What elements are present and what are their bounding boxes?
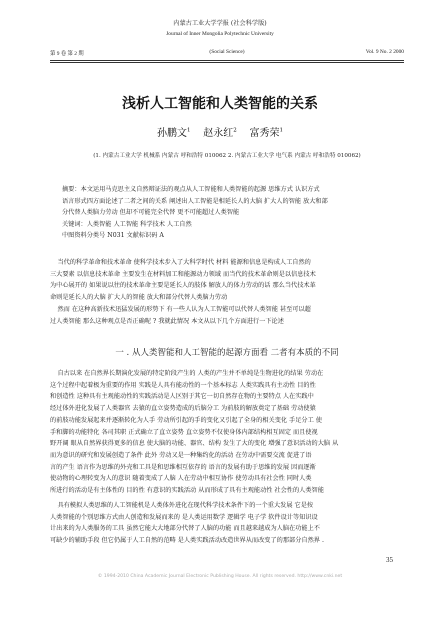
edition-en: (Social Science) [209, 49, 245, 55]
body-line: 然而 在这种高新技术迅猛发展的形势下 有一些人认为人工智能可以代替人类智能 甚至可以超 [57, 305, 311, 313]
volume-en: Vol. 9 No. 2 2000 [365, 49, 404, 55]
body-line: 当代的科学革命和技术革命 使科学技术步入了大科学时代 材料 能源和信息是构成人工自然的 [57, 259, 311, 266]
body-line: 使动物的心理转变为人的意识 随着变成了人脑 人在劳动中相互协作 使劳动具有社会性 同时人类 [50, 475, 312, 483]
author-affiliation: (1. 内蒙古工业大学 机械系 内蒙古 呼和浩特 010062 2. 内蒙古工业大学 电气系 内蒙古 呼和浩特 010062) [93, 153, 361, 159]
classification-line: 中图资料分类号 N031 文献标识码 A [62, 232, 164, 240]
body-line: 三大要素 以信息技术革命 主要发生在材料加工和能源动力领域 而当代的技术革命则是以信息技术 [50, 270, 316, 278]
body-line: 所进行的活动是有主体性的 目的性 有意识的实践活动 从而形成了具有主观能动性 社会性的人类智能 [50, 487, 324, 495]
body-line: 手和脚的功能特化 各司其职 正式确立了直立姿势 直立姿势不仅使身体内部结构相互固定 而且使视 [50, 428, 318, 436]
abstract-line: 分代替人类脑力劳动 但却不可能完全代替 更不可能超过人类智能 [62, 209, 240, 217]
author-name: 孙鹏文 [157, 128, 188, 139]
copyright-footer: © 1994-2010 China Academic Journal Electronic Publishing House. All rights reserved. http://www.cnki.net [97, 574, 343, 579]
author-affil-mark: 1 [187, 127, 191, 134]
section-heading: 一 . 从人类智能和人工智能的起源方面看 二者有本质的不同 [115, 348, 339, 358]
body-line: 人类智能的个别思维方式由人创造和发展而来的 是人类运用数学 逻辑学 电子学 软件设计等知识设 [50, 513, 318, 521]
intro-paragraph [50, 257, 404, 327]
body-line: 自古以来 在自然界长期演化发展的特定阶段产生的 人类的产生并不单纯是生物进化的结果 劳动在 [57, 370, 324, 377]
abstract-line: 摘要：本文运用马克思主义自然辩证法的观点从人工智能和人类智能的起源 思维方式 认识方式 [62, 186, 320, 193]
section-paragraph-1 [50, 368, 404, 497]
body-line: 经过体外进化发展了人类器官 去猿的直立姿势造成的后脑分工 为前肢的解放奠定了基础 劳动使猿 [50, 405, 316, 413]
body-line: 而为意识的研究和发展创造了条件 此外 劳动又是一种集约化的活动 在劳动中需要交流 促进了语 [50, 451, 312, 459]
abstract-line: 语言形式四方面论述了二者之间的关系 阐述出人工智能是相延长人的大脑 扩大人的智能 放大和部 [62, 197, 328, 205]
paper-title: 浅析人工智能和人类智能的关系 [122, 96, 318, 112]
journal-title-en: Journal of Inner Mongolia Polytechnic University [166, 31, 274, 37]
body-line: 这个过程中起着极为重要的作用 实践是人具有能动性的一个基本标志 人类实践具有主动性 目的性 [50, 381, 316, 389]
body-line: 命则是延长人的大脑 扩大人的智能 放大和部分代替人类脑力劳动 [50, 294, 228, 302]
body-line: 计出来的为人类服务的工具 虽然它能大大地部分代替了人脑的功能 而且越来越成为人脑在功能上不 [50, 525, 320, 533]
body-line: 的前肢功能发展起来并逐渐转化为人手 劳动所引起的手的变化又引起了全身的相关变化 手足分工 使 [50, 416, 322, 424]
header-rule [50, 60, 404, 61]
keywords-line: 关键词：人类智能 人工智能 科学技术 人工自然 [62, 220, 192, 228]
body-line: 和创造性 这种具有主观能动性的实践活动是人区别于其它一切自然存在物的主要特点 人在实践中 [50, 393, 314, 401]
author-name: 富秀荣 [249, 128, 280, 139]
header-rule-thin [50, 62, 404, 63]
section-paragraph-2 [50, 500, 404, 547]
issue-cn: 第 9 卷 第 2 期 [50, 51, 84, 57]
body-line: 言的产生 语言作为思维的外壳和工具是和思维相互依存的 语言的发展有助于思维的发展 因而逐渐 [50, 463, 316, 471]
body-line: 具有模拟人类思维的人工智能机是人类体外进化在现代科学技术条件下的一个重大发展 它是按 [57, 502, 314, 509]
author-list [0, 124, 440, 139]
body-line: 可缺少的辅助手段 但它仍属于人工自然的范畴 是人类实践活动改造世界从而改变了的那部分自然界 . [50, 537, 324, 545]
body-line: 野开阔 眼从自然界获得更多的信息 使大脑的功能、器官、结构 发生了大的变化 增强了意识活动的大脑 从 [50, 440, 339, 448]
abstract-block [62, 184, 378, 242]
body-line: 过人类智能 那么这种观点是否正确呢 ? 我就此情况 本文从以下几个方面进行一下论述 [50, 317, 284, 325]
body-line: 为中心展开的 如果说以往的技术革命主要是延长人的肢体 解放人的体力劳动的话 那么当代技术革 [50, 282, 316, 290]
author-name: 赵永红 [203, 128, 234, 139]
journal-title-cn: 内蒙古工业大学学报 (社会科学版) [173, 20, 267, 27]
author-affil-mark: 2 [233, 127, 237, 134]
author-affil-mark: 1 [279, 127, 283, 134]
page-number: 35 [386, 556, 393, 564]
